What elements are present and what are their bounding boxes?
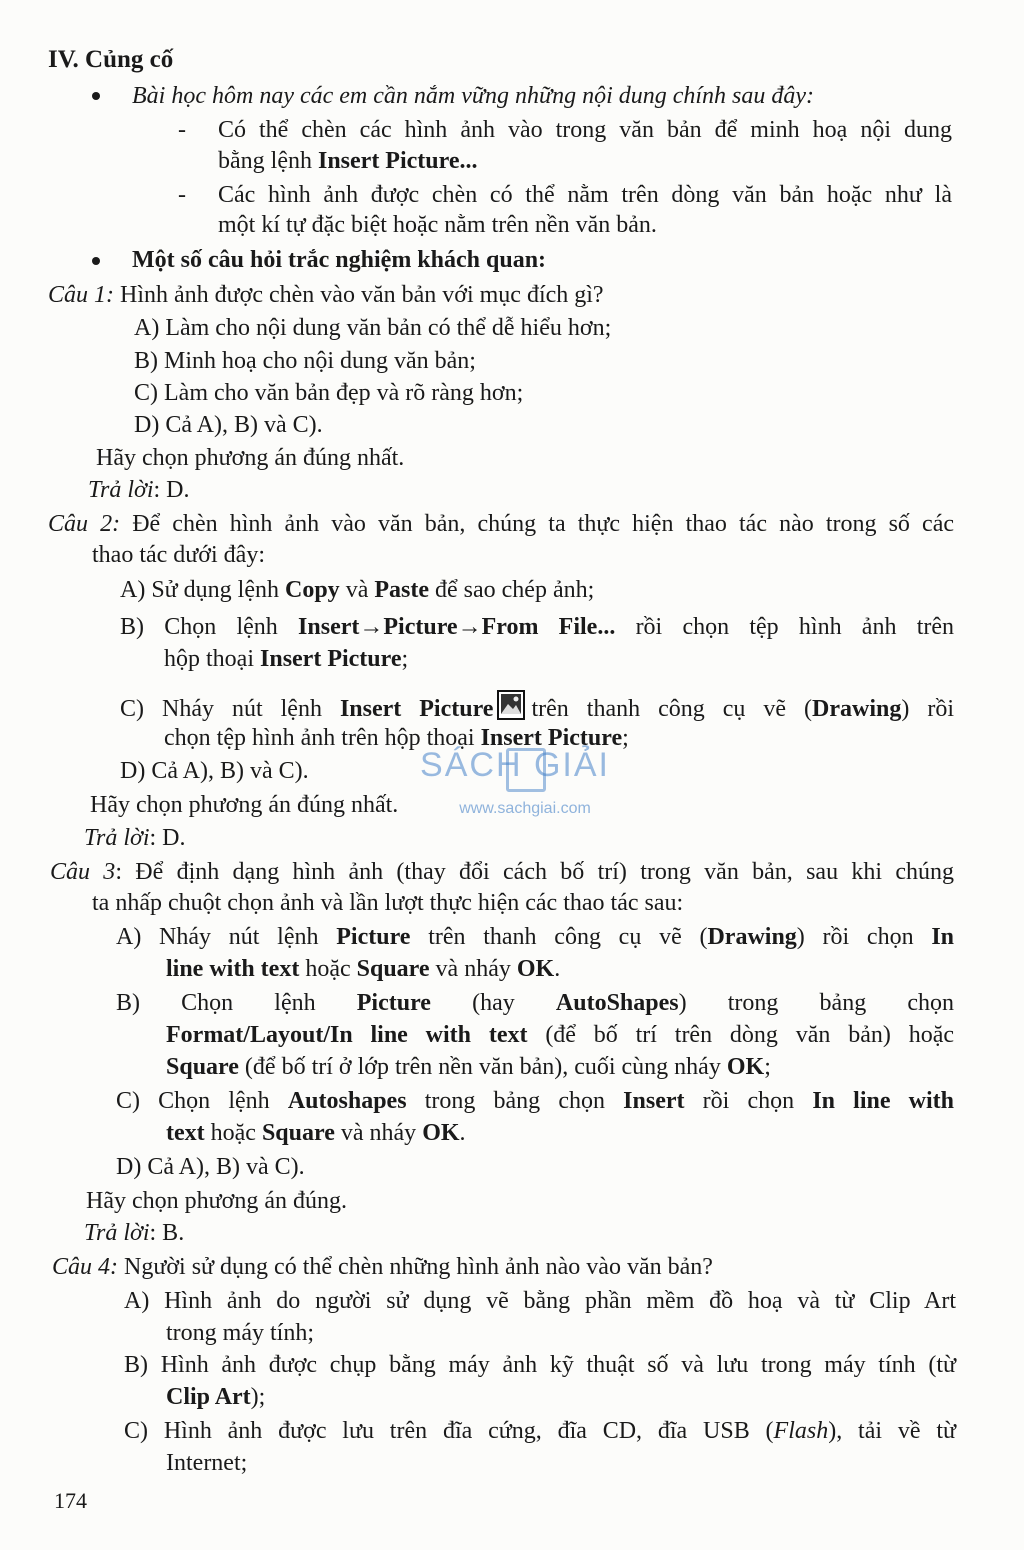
bullet-icon xyxy=(92,92,100,100)
question-label: Câu 1: xyxy=(48,282,114,308)
option-text: (để bố trí ở lớp trên nền văn bản), cuối cùng nháy xyxy=(238,1054,727,1080)
command-name: In line with xyxy=(812,1088,955,1114)
q4-option-c-line-2: Internet; xyxy=(166,1450,248,1476)
summary-1-command: Insert Picture... xyxy=(317,148,478,174)
option-text: chọn tệp hình ảnh trên hộp thoại xyxy=(164,725,481,751)
q1-option-c: C) Làm cho văn bản đẹp và rõ ràng hơn; xyxy=(134,380,524,406)
option-text: (để bố trí trên dòng văn bản) hoặc xyxy=(527,1022,955,1048)
summary-1-line-1: Có thể chèn các hình ảnh vào trong văn bản để minh hoạ nội dung xyxy=(218,117,952,143)
question-3 xyxy=(50,856,954,888)
q3-option-a-line-2 xyxy=(166,953,560,985)
option-text: Flash xyxy=(773,1418,829,1444)
option-text: rồi chọn tệp hình ảnh trên xyxy=(615,614,955,640)
intro-bullet-text: Bài học hôm nay các em cần nắm vững những nội dung chính sau đây: xyxy=(132,83,815,109)
question-label: Câu 3 xyxy=(50,859,116,885)
answer-label: Trả lời xyxy=(84,1220,150,1246)
q4-option-a-line-2: trong máy tính; xyxy=(166,1320,314,1346)
watermark xyxy=(410,746,620,826)
option-text: hộp thoại xyxy=(164,646,260,672)
q4-option-b: B) Hình ảnh được chụp bằng máy ảnh kỹ thuật số và lưu trong máy tính (từ xyxy=(124,1352,956,1378)
question-label: Câu 4: xyxy=(52,1254,118,1280)
command-name: In xyxy=(931,924,954,950)
answer-value: : D. xyxy=(149,825,186,851)
question-text: Người sử dụng có thể chèn những hình ảnh nào vào văn bản? xyxy=(118,1254,713,1280)
section-heading: IV. Củng cố xyxy=(48,46,174,73)
q1-option-a: A) Làm cho nội dung văn bản có thể dễ hiểu hơn; xyxy=(134,315,612,341)
option-text: A) Sử dụng lệnh xyxy=(120,577,285,603)
answer-label: Trả lời xyxy=(84,825,150,851)
summary-1-line-2 xyxy=(218,145,478,177)
insert-picture-icon xyxy=(497,690,525,720)
question-text: Để chèn hình ảnh vào văn bản, chúng ta thực hiện thao tác nào trong số các xyxy=(120,511,954,537)
q2-option-b xyxy=(120,611,954,643)
q2-option-a xyxy=(120,574,594,606)
command-name: Clip Art xyxy=(869,1288,957,1314)
command-name: Square xyxy=(261,1120,335,1146)
q1-option-d: D) Cả A), B) và C). xyxy=(134,412,323,438)
question-3-line-2: ta nhấp chuột chọn ảnh và lần lượt thực hiện các thao tác sau: xyxy=(92,890,684,916)
q2-instruction: Hãy chọn phương án đúng nhất. xyxy=(90,792,399,818)
option-text: ) rồi xyxy=(901,696,955,722)
answer-label: Trả lời xyxy=(88,477,154,503)
q2-option-b-line-2 xyxy=(164,643,408,675)
option-text: C) Chọn lệnh xyxy=(116,1088,288,1114)
q2-option-d: D) Cả A), B) và C). xyxy=(120,758,309,784)
option-text: A) Hình ảnh do người sử dụng vẽ bằng phần mềm đồ hoạ và từ xyxy=(124,1288,870,1314)
command-name: Square xyxy=(356,956,430,982)
command-name: OK xyxy=(422,1120,460,1146)
option-text: hoặc xyxy=(299,956,357,982)
option-text: để sao chép ảnh; xyxy=(429,577,595,603)
option-text: và nháy xyxy=(429,956,517,982)
command-name: Drawing xyxy=(812,696,902,722)
command-name: line with text xyxy=(166,956,300,982)
option-text: và xyxy=(339,577,375,603)
q4-option-b-line-2 xyxy=(166,1381,265,1413)
q1-instruction: Hãy chọn phương án đúng nhất. xyxy=(96,445,405,471)
q3-option-b-line-2 xyxy=(166,1019,954,1051)
option-text: C) Hình ảnh được lưu trên đĩa cứng, đĩa CD, đĩa USB ( xyxy=(124,1418,774,1444)
command-name: OK xyxy=(516,956,555,982)
q4-option-a xyxy=(124,1285,956,1317)
q4-option-c xyxy=(124,1415,956,1447)
option-text: . xyxy=(554,956,561,982)
option-text: trong bảng chọn xyxy=(406,1088,624,1114)
command-name: Clip Art xyxy=(166,1384,251,1410)
command-name: Paste xyxy=(374,577,429,603)
command-name: Drawing xyxy=(707,924,797,950)
command-name: Insert Picture xyxy=(260,646,402,672)
quiz-bullet-text: Một số câu hỏi trắc nghiệm khách quan: xyxy=(132,247,547,273)
summary-dash: - xyxy=(178,117,186,143)
question-4 xyxy=(52,1251,713,1283)
command-name: Insert Picture xyxy=(339,696,494,722)
command-name: AutoShapes xyxy=(555,990,679,1016)
q3-option-c xyxy=(116,1085,954,1117)
bullet-icon xyxy=(92,257,100,265)
question-text: Hình ảnh được chèn vào văn bản với mục đích gì? xyxy=(114,282,604,308)
option-text: B) Chọn lệnh xyxy=(116,990,357,1016)
watermark-url: www.sachgiai.com xyxy=(459,800,591,817)
option-text: A) Nháy nút lệnh xyxy=(116,924,337,950)
command-name: Copy xyxy=(285,577,340,603)
q2-answer xyxy=(84,822,186,854)
q2-option-c xyxy=(120,690,954,725)
command-name: text xyxy=(166,1120,205,1146)
command-name: Picture xyxy=(356,990,431,1016)
command-name: Picture xyxy=(336,924,411,950)
option-text: trên thanh công cụ vẽ ( xyxy=(531,696,813,722)
command-name: Insert→Picture→From File... xyxy=(298,614,616,640)
summary-2-line-2: một kí tự đặc biệt hoặc nằm trên nền văn bản. xyxy=(218,212,657,238)
command-name: Square xyxy=(166,1054,239,1080)
q3-option-c-line-2 xyxy=(166,1117,466,1149)
command-name: OK xyxy=(726,1054,765,1080)
question-1 xyxy=(48,279,604,311)
q3-option-b-line-3 xyxy=(166,1051,771,1083)
q3-option-b xyxy=(116,987,954,1019)
q1-answer xyxy=(88,474,190,506)
question-2 xyxy=(48,508,954,540)
option-text: ; xyxy=(764,1054,771,1080)
watermark-title: SÁCH GIẢI xyxy=(420,746,610,784)
option-text: ) trong bảng chọn xyxy=(678,990,954,1016)
command-name: Autoshapes xyxy=(287,1088,407,1114)
question-2-line-2: thao tác dưới đây: xyxy=(92,542,265,568)
answer-value: : D. xyxy=(153,477,190,503)
option-text: và nháy xyxy=(334,1120,423,1146)
q3-instruction: Hãy chọn phương án đúng. xyxy=(86,1188,347,1214)
page-number: 174 xyxy=(54,1488,87,1513)
command-name: Insert Picture xyxy=(480,725,623,751)
q3-option-a xyxy=(116,921,954,953)
summary-1-text: bằng lệnh xyxy=(218,148,318,174)
question-label: Câu 2: xyxy=(48,511,121,537)
command-name: Format/Layout/In line with text xyxy=(166,1022,528,1048)
command-name: Insert xyxy=(623,1088,685,1114)
option-text: B) Chọn lệnh xyxy=(120,614,299,640)
option-text: C) Nháy nút lệnh xyxy=(120,696,340,722)
option-text: trên thanh công cụ vẽ ( xyxy=(410,924,708,950)
summary-2-line-1: Các hình ảnh được chèn có thể nằm trên dòng văn bản hoặc như là xyxy=(218,182,952,208)
option-text: . xyxy=(459,1120,466,1146)
option-text: ; xyxy=(401,646,409,672)
question-text: : Để định dạng hình ảnh (thay đổi cách bố trí) trong văn bản, sau khi chúng xyxy=(115,859,954,885)
q3-answer xyxy=(84,1217,184,1249)
option-text: ; xyxy=(622,725,629,751)
option-text: rồi chọn xyxy=(684,1088,813,1114)
option-text: hoặc xyxy=(204,1120,262,1146)
q3-option-d: D) Cả A), B) và C). xyxy=(116,1154,305,1180)
q1-option-b: B) Minh hoạ cho nội dung văn bản; xyxy=(134,348,476,374)
summary-dash: - xyxy=(178,182,186,208)
option-text: (hay xyxy=(430,990,556,1016)
option-text: ) rồi chọn xyxy=(796,924,932,950)
answer-value: : B. xyxy=(149,1220,185,1246)
option-text: ); xyxy=(250,1384,266,1410)
option-text: ), tải về từ xyxy=(828,1418,957,1444)
